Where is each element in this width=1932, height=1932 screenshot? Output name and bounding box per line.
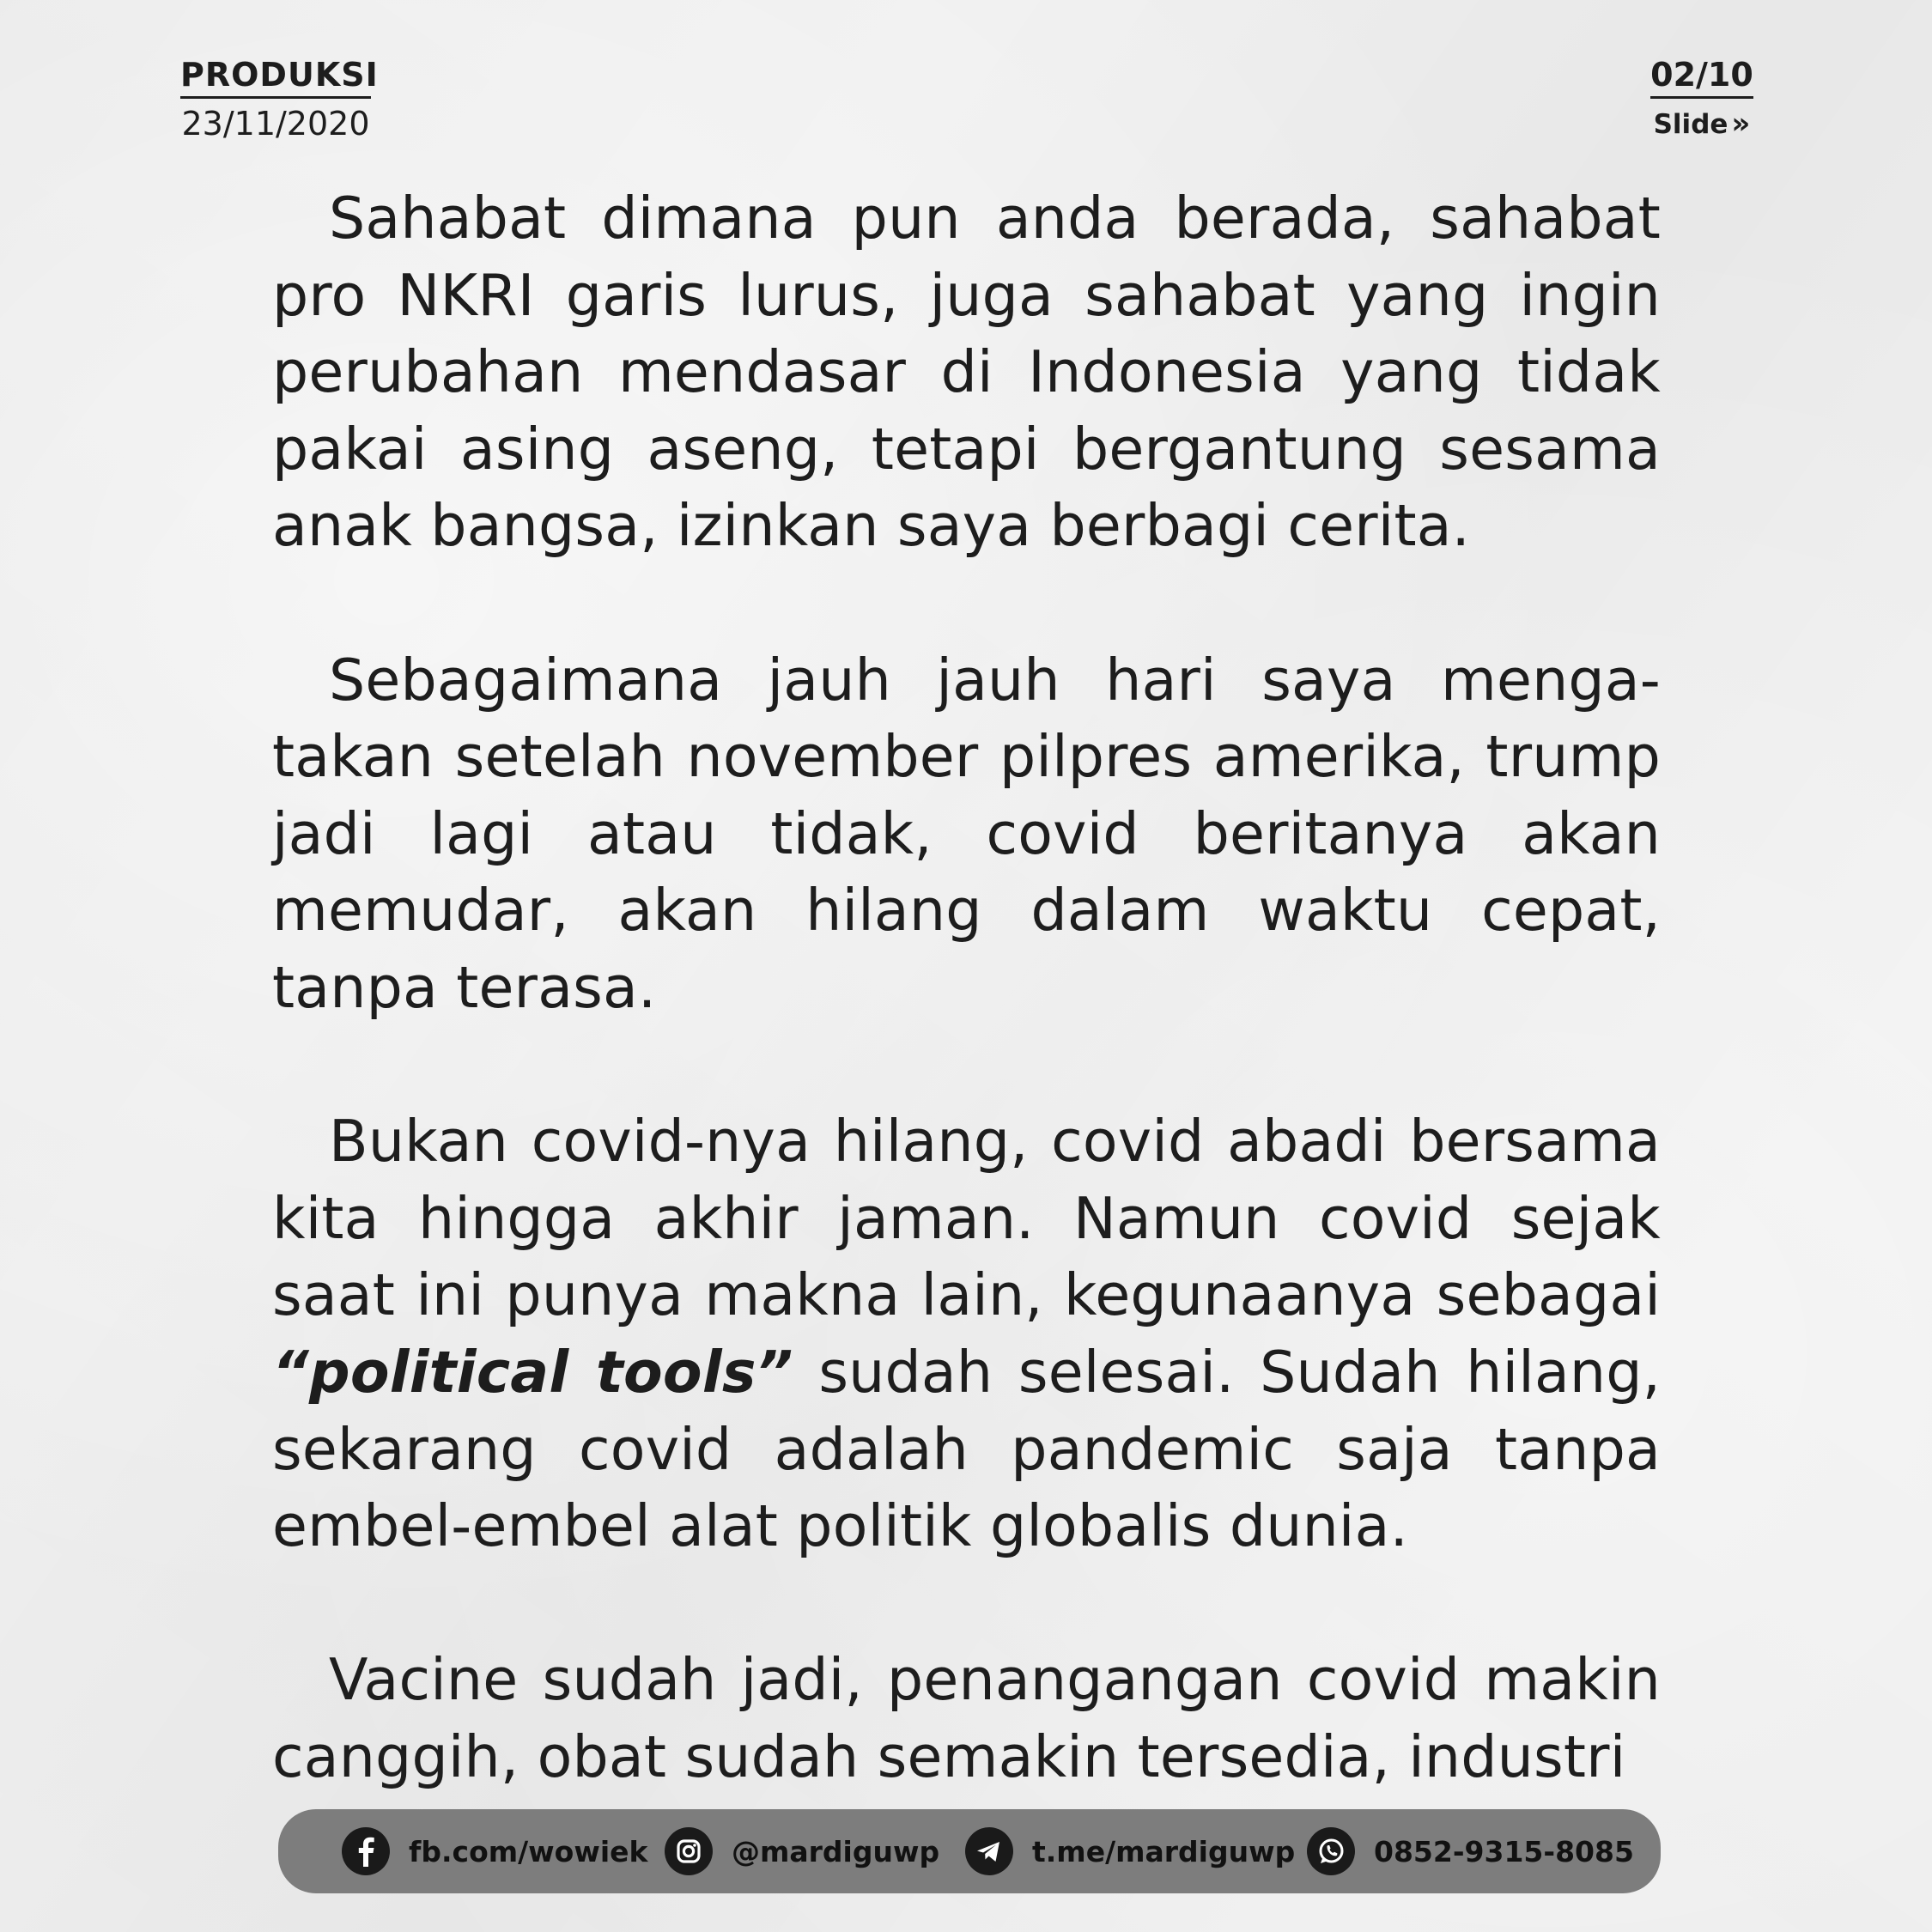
political-tools-emphasis: “political tools” bbox=[272, 1338, 793, 1406]
facebook-link[interactable] bbox=[342, 1809, 647, 1893]
double-chevron-right-icon: » bbox=[1731, 106, 1751, 141]
instagram-handle: @mardiguwp bbox=[732, 1834, 940, 1868]
telegram-icon bbox=[965, 1827, 1013, 1875]
category-label: PRODUKSI bbox=[180, 55, 371, 99]
paragraph-4: Vacine sudah jadi, penangangan covid makin canggih, obat sudah semakin tersedia, industri bbox=[272, 1646, 1661, 1790]
header-right bbox=[1650, 55, 1753, 144]
slide-next[interactable] bbox=[1650, 104, 1753, 144]
facebook-icon bbox=[342, 1827, 390, 1875]
paragraph-3-end: sudah selesai. Sudah hilang, sekarang covid adalah pandemic saja tanpa embel-embel alat politik globalis dunia. bbox=[272, 1338, 1661, 1560]
publish-date: 23/11/2020 bbox=[181, 105, 370, 143]
instagram-link[interactable] bbox=[665, 1809, 939, 1893]
telegram-link[interactable] bbox=[965, 1809, 1295, 1893]
whatsapp-link[interactable] bbox=[1307, 1809, 1634, 1893]
social-footer-bar bbox=[278, 1809, 1661, 1893]
paragraph-3-start: Bukan covid-nya hilang, covid abadi bersama kita hingga akhir jaman. Namun covid sejak saat ini punya makna lain, kegunaanya sebagai bbox=[272, 1108, 1661, 1329]
page-indicator: 02/10 bbox=[1650, 55, 1753, 99]
instagram-icon bbox=[665, 1827, 713, 1875]
whatsapp-number: 0852-9315-8085 bbox=[1374, 1834, 1634, 1868]
paragraph-1: Sahabat dimana pun anda berada, sahabat pro NKRI garis lurus, juga sahabat yang ingin perubahan mendasar di Indonesia yang tidak pakai asing aseng, tetapi bergantung sesama anak bangsa, izinkan saya berbagi cerita. bbox=[272, 185, 1661, 560]
slide-label: Slide bbox=[1653, 109, 1728, 140]
article-body bbox=[272, 180, 1661, 1873]
header-left bbox=[180, 55, 379, 145]
telegram-handle: t.me/mardiguwp bbox=[1032, 1834, 1296, 1868]
paragraph-2: Sebagaimana jauh jauh hari saya menga-takan setelah november pilpres amerika, trump jadi lagi atau tidak, covid beritanya akan memudar, akan hilang dalam waktu cepat, tanpa terasa. bbox=[272, 646, 1661, 1021]
facebook-handle: fb.com/wowiek bbox=[409, 1834, 648, 1868]
paragraph-3 bbox=[272, 1103, 1661, 1565]
whatsapp-icon bbox=[1307, 1827, 1355, 1875]
